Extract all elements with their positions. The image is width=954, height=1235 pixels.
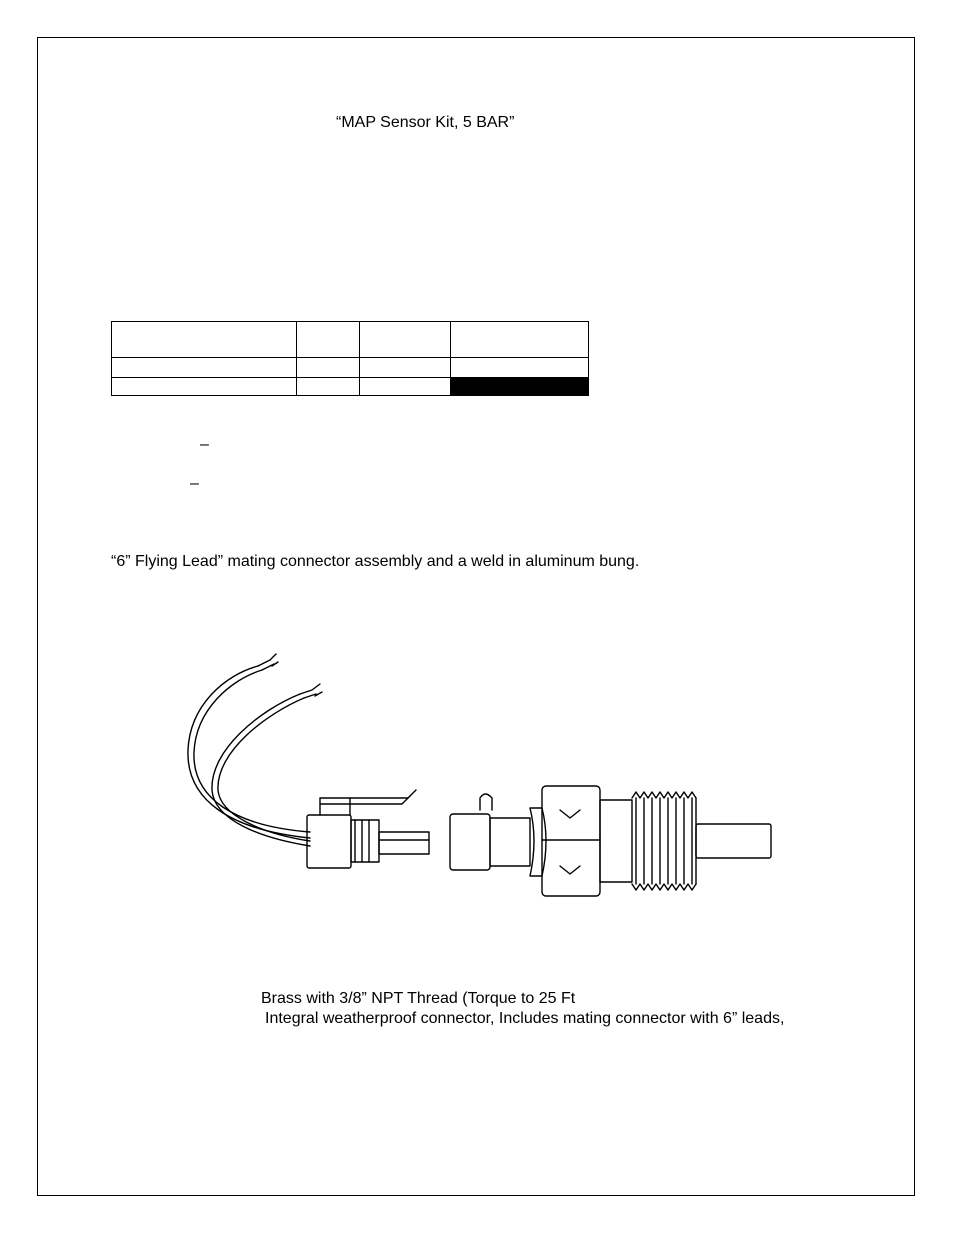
- dash-mark-2: –: [190, 475, 199, 492]
- table-cell: [112, 322, 297, 358]
- dash-mark-1: –: [200, 436, 209, 453]
- sensor-illustration: [170, 640, 790, 910]
- table-cell: [451, 358, 589, 378]
- table-row: [112, 358, 589, 378]
- table-cell: [297, 322, 360, 358]
- table-cell: [112, 358, 297, 378]
- kit-contents-text: “6” Flying Lead” mating connector assembly and a weld in aluminum bung.: [111, 553, 640, 570]
- table-cell: [297, 358, 360, 378]
- sensor-body: [450, 786, 771, 896]
- table-cell: [112, 378, 297, 396]
- connector-spec-text: Integral weatherproof connector, Includes mating connector with 6” leads,: [265, 1010, 785, 1027]
- wire-leads: [188, 654, 322, 846]
- table-cell: [360, 322, 451, 358]
- table-row: [112, 378, 589, 396]
- table-cell: [451, 322, 589, 358]
- table-cell-filled: [451, 378, 589, 396]
- spec-table: [111, 321, 589, 396]
- table-cell: [297, 378, 360, 396]
- mating-connector: [307, 790, 429, 868]
- table-cell: [360, 358, 451, 378]
- material-spec-text: Brass with 3/8” NPT Thread (Torque to 25 Ft: [261, 990, 576, 1007]
- table-row: [112, 322, 589, 358]
- table-cell: [360, 378, 451, 396]
- document-title: “MAP Sensor Kit, 5 BAR”: [336, 114, 515, 131]
